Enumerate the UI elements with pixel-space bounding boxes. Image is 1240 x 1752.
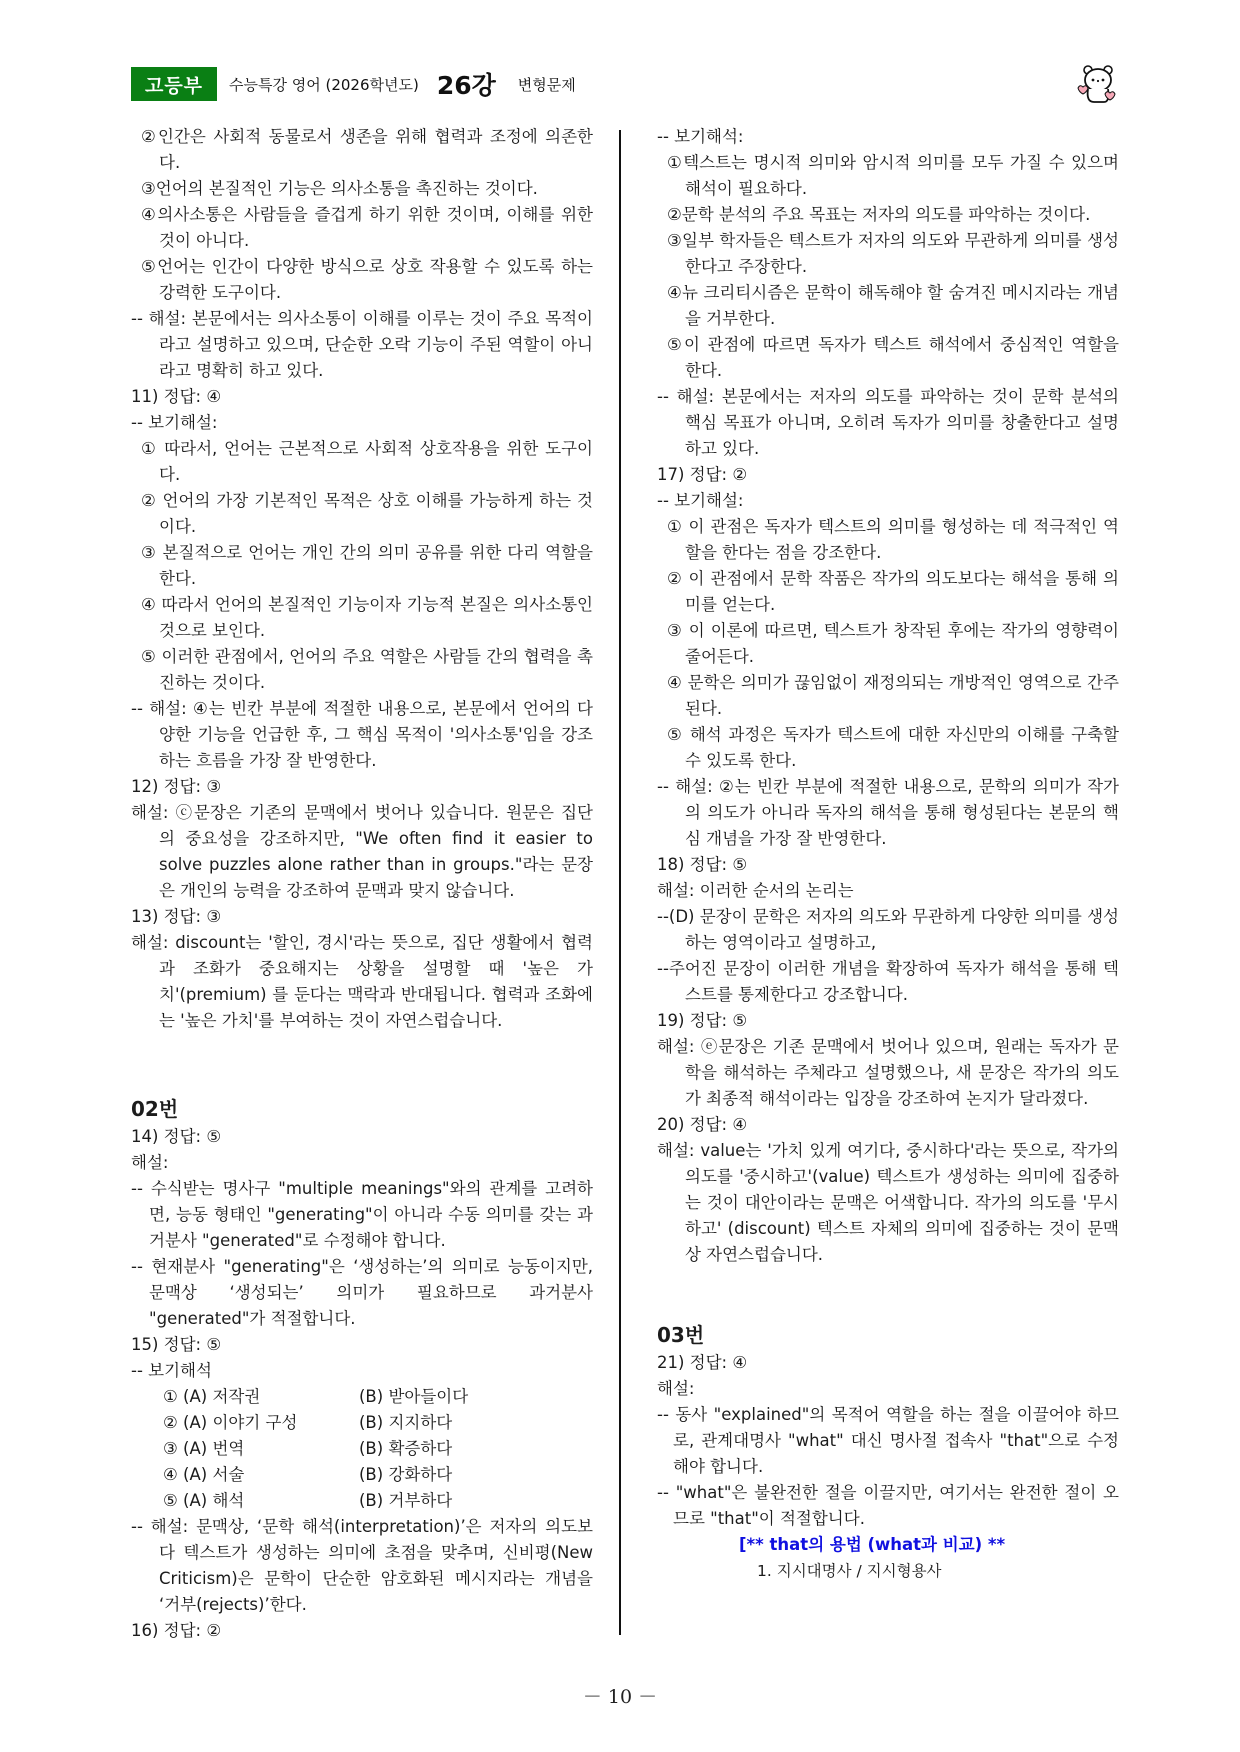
option-header: -- 보기해석 <box>131 1361 212 1380</box>
bear-with-hearts-icon <box>1072 58 1120 106</box>
answer-17: 17) 정답: ② <box>657 465 748 484</box>
worksheet-type: 변형문제 <box>517 75 576 94</box>
option-row <box>163 1462 593 1488</box>
option-item: ③언어의 본질적인 기능은 의사소통을 촉진하는 것이다. <box>141 179 538 198</box>
grammar-note-title: [** that의 용법 (what과 비교) ** <box>739 1535 1006 1554</box>
section-title-03: 03번 <box>657 1323 705 1347</box>
answer-21: 21) 정답: ④ <box>657 1353 748 1372</box>
option-header: -- 보기해석: <box>657 127 744 146</box>
option-a: ③ (A) 번역 <box>163 1439 245 1458</box>
answer-12: 12) 정답: ③ <box>131 777 222 796</box>
answer-18: 18) 정답: ⑤ <box>657 855 748 874</box>
book-title: 수능특강 영어 (2026학년도) <box>229 75 419 94</box>
explanation-label: 해설: <box>131 1153 169 1172</box>
explanation-point: -- 수식받는 명사구 "multiple meanings"와의 관계를 고려하면, 능동 형태인 "generating"이 아니라 수동 의미를 갖는 과거분사 "generated"로 수정해야 합니다. <box>131 1179 593 1250</box>
left-column <box>131 124 593 1644</box>
explanation-point: --(D) 문장이 문학은 저자의 의도와 무관하게 다양한 의미를 생성하는 영역이라고 설명하고, <box>657 907 1119 952</box>
option-item: ① 따라서, 언어는 근본적으로 사회적 상호작용을 위한 도구이다. <box>141 439 593 484</box>
explanation-point: -- 동사 "explained"의 목적어 역할을 하는 절을 이끌어야 하므로, 관계대명사 "what" 대신 명사절 접속사 "that"으로 수정해야 합니다. <box>657 1405 1119 1476</box>
option-item: ⑤ 해석 과정은 독자가 텍스트에 대한 자신만의 이해를 구축할 수 있도록 한다. <box>667 725 1119 770</box>
explanation: -- 해설: ④는 빈칸 부분에 적절한 내용으로, 본문에서 언어의 다양한 기능을 언급한 후, 그 핵심 목적이 '의사소통'임을 강조하는 흐름을 가장 잘 반영한다. <box>131 699 593 770</box>
option-b: (B) 받아들이다 <box>359 1387 469 1406</box>
option-header: -- 보기해설: <box>657 491 744 510</box>
option-item: ⑤언어는 인간이 다양한 방식으로 상호 작용할 수 있도록 하는 강력한 도구이다. <box>141 257 593 302</box>
page-header <box>131 67 576 101</box>
answer-15: 15) 정답: ⑤ <box>131 1335 222 1354</box>
answer-19: 19) 정답: ⑤ <box>657 1011 748 1030</box>
grammar-note-item: 1. 지시대명사 / 지시형용사 <box>757 1562 942 1580</box>
option-item: ①텍스트는 명시적 의미와 암시적 의미를 모두 가질 수 있으며 해석이 필요하다. <box>667 153 1119 198</box>
explanation: 해설: discount는 '할인, 경시'라는 뜻으로, 집단 생활에서 협력과 조화가 중요해지는 상황을 설명할 때 '높은 가치'(premium) 를 둔다는 맥락과 반대됩니다. 협력과 조화에는 '높은 가치'를 부여하는 것이 자연스럽습니다. <box>131 933 593 1030</box>
option-a: ① (A) 저작권 <box>163 1387 261 1406</box>
answer-16: 16) 정답: ② <box>131 1621 222 1640</box>
options-table <box>131 1384 593 1514</box>
explanation-point: -- "what"은 불완전한 절을 이끌지만, 여기서는 완전한 절이 오므로 "that"이 적절합니다. <box>657 1483 1119 1528</box>
explanation: 해설: ⓒ문장은 기존의 문맥에서 벗어나 있습니다. 원문은 집단의 중요성을 강조하지만, "We often find it easier to solve puzzles alone rather than in groups."라는 문장은 개인의 능력을 강조하여 문맥과 맞지 않습니다. <box>131 803 593 900</box>
answer-20: 20) 정답: ④ <box>657 1115 748 1134</box>
option-item: ②문학 분석의 주요 목표는 저자의 의도를 파악하는 것이다. <box>667 205 1091 224</box>
option-item: ④의사소통은 사람들을 즐겁게 하기 위한 것이며, 이해를 위한 것이 아니다. <box>141 205 593 250</box>
option-item: ③일부 학자들은 텍스트가 저자의 의도와 무관하게 의미를 생성한다고 주장한다. <box>667 231 1119 276</box>
explanation-point: -- 현재분사 "generating"은 ‘생성하는’의 의미로 능동이지만, 문맥상 ‘생성되는’ 의미가 필요하므로 과거분사 "generated"가 적절합니다. <box>131 1257 593 1328</box>
option-item: ④뉴 크리티시즘은 문학이 해독해야 할 숨겨진 메시지라는 개념을 거부한다. <box>667 283 1119 328</box>
option-b: (B) 확증하다 <box>359 1439 453 1458</box>
option-item: ⑤이 관점에 따르면 독자가 텍스트 해석에서 중심적인 역할을 한다. <box>667 335 1119 380</box>
option-b: (B) 강화하다 <box>359 1465 453 1484</box>
page-number: － 10 － <box>582 1686 658 1708</box>
explanation: -- 해설: ②는 빈칸 부분에 적절한 내용으로, 문학의 의미가 작가의 의도가 아니라 독자의 해석을 통해 형성된다는 본문의 핵심 개념을 가장 잘 반영한다. <box>657 777 1119 848</box>
section-title-02: 02번 <box>131 1097 179 1121</box>
option-row <box>163 1436 593 1462</box>
option-a: ② (A) 이야기 구성 <box>163 1413 298 1432</box>
option-item: ② 이 관점에서 문학 작품은 작가의 의도보다는 해석을 통해 의미를 얻는다. <box>667 569 1119 614</box>
explanation: -- 해설: 본문에서는 저자의 의도를 파악하는 것이 문학 분석의 핵심 목표가 아니며, 오히려 독자가 의미를 창출한다고 설명하고 있다. <box>657 387 1119 458</box>
option-b: (B) 거부하다 <box>359 1491 453 1510</box>
level-badge: 고등부 <box>131 67 217 101</box>
option-row <box>163 1488 593 1514</box>
explanation: -- 해설: 문맥상, ‘문학 해석(interpretation)’은 저자의 의도보다 텍스트가 생성하는 의미에 초점을 맞추며, 신비평(New Criticism)은 문학이 단순한 암호화된 메시지라는 개념을 ‘거부(rejects)’한다. <box>131 1517 593 1614</box>
option-a: ⑤ (A) 해석 <box>163 1491 245 1510</box>
answer-13: 13) 정답: ③ <box>131 907 222 926</box>
option-item: ③ 본질적으로 언어는 개인 간의 의미 공유를 위한 다리 역할을 한다. <box>141 543 593 588</box>
option-item: ① 이 관점은 독자가 텍스트의 의미를 형성하는 데 적극적인 역할을 한다는 점을 강조한다. <box>667 517 1119 562</box>
option-b: (B) 지지하다 <box>359 1413 453 1432</box>
option-item: ③ 이 이론에 따르면, 텍스트가 창작된 후에는 작가의 영향력이 줄어든다. <box>667 621 1119 666</box>
option-row <box>163 1384 593 1410</box>
explanation-label: 해설: 이러한 순서의 논리는 <box>657 881 854 900</box>
option-item: ④ 따라서 언어의 본질적인 기능이자 기능적 본질은 의사소통인 것으로 보인다. <box>141 595 593 640</box>
column-divider <box>619 130 621 1635</box>
explanation: 해설: ⓔ문장은 기존 문맥에서 벗어나 있으며, 원래는 독자가 문학을 해석하는 주체라고 설명했으나, 새 문장은 작가의 의도가 최종적 해석이라는 입장을 강조하여 논지가 달라졌다. <box>657 1037 1119 1108</box>
explanation: -- 해설: 본문에서는 의사소통이 이해를 이루는 것이 주요 목적이라고 설명하고 있으며, 단순한 오락 기능이 주된 역할이 아니라고 명확히 하고 있다. <box>131 309 593 380</box>
explanation-point: --주어진 문장이 이러한 개념을 확장하여 독자가 해석을 통해 텍스트를 통제한다고 강조합니다. <box>657 959 1119 1004</box>
option-item: ④ 문학은 의미가 끊임없이 재정의되는 개방적인 영역으로 간주된다. <box>667 673 1119 718</box>
option-row <box>163 1410 593 1436</box>
lesson-number: 26강 <box>436 71 496 100</box>
option-a: ④ (A) 서술 <box>163 1465 245 1484</box>
right-column <box>657 124 1119 1584</box>
answer-11: 11) 정답: ④ <box>131 387 222 406</box>
option-header: -- 보기해설: <box>131 413 218 432</box>
option-item: ②인간은 사회적 동물로서 생존을 위해 협력과 조정에 의존한다. <box>141 127 593 172</box>
explanation: 해설: value는 '가치 있게 여기다, 중시하다'라는 뜻으로, 작가의 의도를 '중시하고'(value) 텍스트가 생성하는 의미에 집중하는 것이 대안이라는 문맥은 어색합니다. 작가의 의도를 '무시하고' (discount) 텍스트 자체의 의미에 집중하는 것이 문맥상 자연스럽습니다. <box>657 1141 1119 1264</box>
answer-14: 14) 정답: ⑤ <box>131 1127 222 1146</box>
explanation-label: 해설: <box>657 1379 695 1398</box>
option-item: ② 언어의 가장 기본적인 목적은 상호 이해를 가능하게 하는 것이다. <box>141 491 593 536</box>
option-item: ⑤ 이러한 관점에서, 언어의 주요 역할은 사람들 간의 협력을 촉진하는 것이다. <box>141 647 593 692</box>
